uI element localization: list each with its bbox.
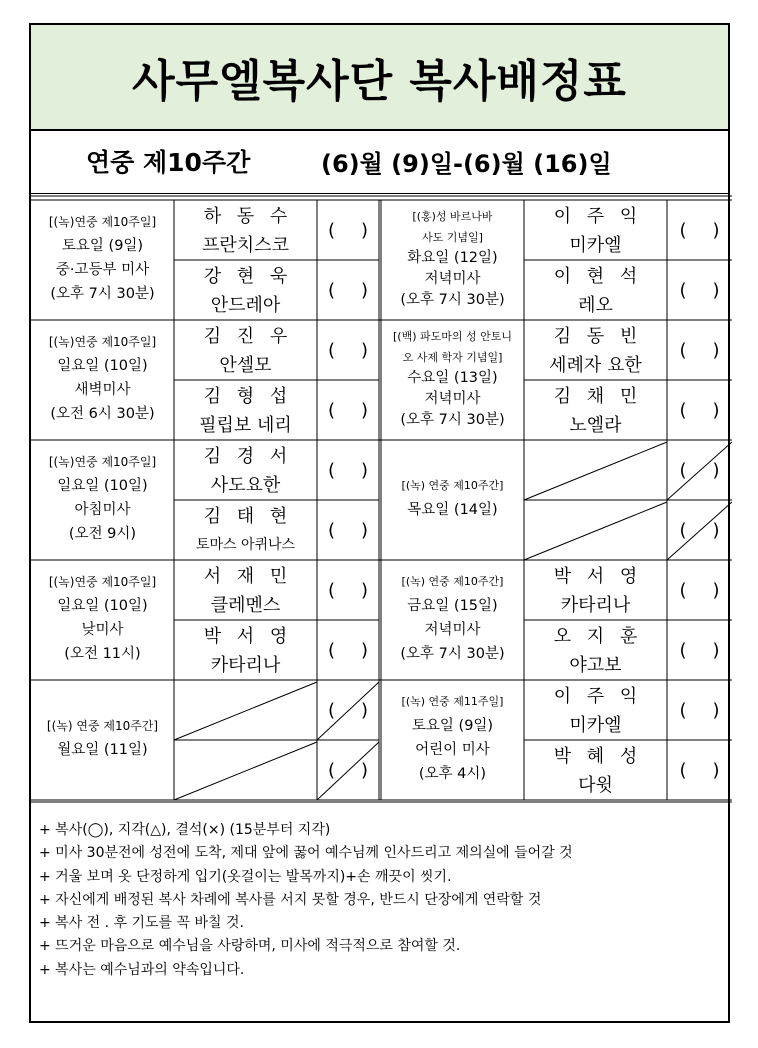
right-mass-info: [381, 690, 524, 786]
left-mass-info: [31, 330, 174, 426]
left-mass-line: 일요일 (10일): [57, 598, 148, 614]
note-item: + 복사는 예수님과의 약속입니다.: [39, 961, 245, 978]
right-liturgy-tag: [(백) 파도마의 성 안토니: [393, 329, 512, 343]
server-name: 김 동 빈: [553, 326, 643, 347]
baptismal-name: 미카엘: [569, 715, 622, 736]
grid-line: [174, 742, 317, 800]
left-mass-line: (오전 9시): [68, 526, 137, 542]
right-mass-line: 화요일 (12일): [407, 249, 498, 266]
assignment-sheet: [29, 23, 746, 1023]
baptismal-name: 카타리나: [560, 595, 631, 616]
right-mass-line: (오후 7시 30분): [400, 646, 505, 662]
right-mass-line: 목요일 (14일): [407, 502, 498, 518]
baptismal-name: 안셀모: [219, 355, 272, 376]
attendance-check[interactable]: (): [679, 399, 746, 421]
left-liturgy-tag: [(녹)연중 제10주일]: [48, 455, 157, 469]
server-name: 김 진 우: [203, 326, 293, 347]
server-name: 이 현 석: [553, 266, 643, 287]
server-cell: [174, 322, 317, 380]
right-mass-line: (오후 4시): [418, 766, 487, 782]
note-item: + 복사 전 . 후 기도를 꼭 바칠 것.: [39, 915, 244, 932]
server-cell: [174, 202, 317, 260]
server-cell: [524, 682, 667, 740]
left-mass-line: 새벽미사: [74, 382, 131, 398]
baptismal-name: 프란치스코: [202, 235, 289, 256]
left-liturgy-tag: [(녹)연중 제10주일]: [48, 335, 157, 349]
right-mass-info: [381, 326, 524, 431]
right-liturgy-tag: [(녹) 연중 제10주간]: [401, 479, 504, 492]
left-mass-line: 낮미사: [81, 622, 124, 638]
server-cell: [524, 202, 667, 260]
left-mass-line: 중·고등부 미사: [55, 262, 150, 278]
note-item: + 자신에게 배정된 복사 차례에 복사를 서지 못할 경우, 반드시 단장에게 연락할 것: [39, 891, 542, 908]
note-item: + 뜨거운 마음으로 예수님을 사랑하며, 미사에 적극적으로 참여할 것.: [39, 938, 461, 955]
notes-list: [39, 819, 573, 982]
right-liturgy-tag: [(녹) 연중 제11주일]: [401, 695, 504, 708]
server-name: 서 재 민: [203, 566, 293, 587]
baptismal-name: 카타리나: [210, 655, 281, 676]
server-name: 이 주 익: [553, 206, 643, 227]
attendance-check[interactable]: (): [327, 279, 395, 301]
baptismal-name: 야고보: [569, 655, 622, 676]
server-cell: [174, 442, 317, 500]
left-mass-line: 일요일 (10일): [57, 358, 148, 374]
baptismal-name: 다윗: [578, 775, 613, 796]
baptismal-name: 노엘라: [569, 415, 622, 436]
right-liturgy-tag: 사도 기념일]: [422, 230, 483, 244]
right-mass-line: (오후 7시 30분): [400, 291, 505, 308]
server-name: 이 주 익: [553, 686, 643, 707]
left-mass-line: 토요일 (9일): [61, 238, 144, 254]
page-title: 사무엘복사단 복사배정표: [132, 56, 627, 107]
grid-line: [174, 682, 317, 740]
attendance-check[interactable]: (): [679, 219, 746, 241]
server-name: 강 현 욱: [203, 266, 293, 287]
attendance-check[interactable]: (): [679, 699, 746, 721]
right-mass-info: [381, 206, 524, 311]
right-mass-line: 토요일 (9일): [411, 718, 494, 734]
server-name: 박 서 영: [203, 626, 293, 647]
right-mass-line: (오후 7시 30분): [400, 411, 505, 428]
note-item: + 복사(◯), 지각(△), 결석(×) (15분부터 지각): [39, 822, 331, 838]
attendance-check[interactable]: (): [679, 339, 746, 361]
server-cell: [174, 382, 317, 440]
server-cell: [174, 562, 317, 620]
attendance-check[interactable]: (): [679, 639, 746, 661]
left-mass-line: (오전 11시): [64, 646, 141, 662]
right-mass-info: [381, 474, 524, 522]
attendance-check[interactable]: (): [679, 759, 746, 781]
server-name: 오 지 훈: [553, 626, 643, 647]
attendance-check[interactable]: (): [327, 219, 395, 241]
baptismal-name: 사도요한: [210, 475, 281, 496]
left-mass-line: (오전 6시 30분): [50, 406, 155, 422]
right-liturgy-tag: 오 사제 학자 기념일]: [402, 350, 503, 364]
left-mass-info: [31, 714, 174, 762]
baptismal-name: 토마스 아퀴나스: [195, 537, 296, 553]
right-mass-info: [381, 570, 524, 666]
note-item: + 거울 보며 옷 단정하게 입기(옷걸이는 발목까지)+손 깨끗이 씻기.: [39, 868, 452, 885]
left-liturgy-tag: [(녹)연중 제10주일]: [48, 575, 157, 589]
left-mass-line: (오후 7시 30분): [50, 286, 155, 302]
attendance-check[interactable]: (): [679, 459, 746, 481]
baptismal-name: 레오: [578, 295, 613, 316]
attendance-check[interactable]: (): [679, 579, 746, 601]
server-cell: [524, 382, 667, 440]
right-liturgy-tag: [(홍)성 바르나바: [412, 209, 493, 223]
server-name: 하 동 수: [203, 206, 293, 227]
attendance-check[interactable]: (): [679, 519, 746, 541]
attendance-check[interactable]: (): [327, 339, 395, 361]
server-name: 김 경 서: [203, 446, 293, 467]
right-mass-line: 어린이 미사: [415, 742, 490, 758]
right-mass-line: 저녁미사: [424, 390, 481, 407]
left-liturgy-tag: [(녹) 연중 제10주간]: [46, 719, 159, 733]
right-mass-line: 저녁미사: [424, 270, 481, 287]
server-cell: [174, 622, 317, 680]
baptismal-name: 필립보 네리: [199, 415, 292, 436]
server-name: 김 태 현: [203, 506, 293, 527]
attendance-check[interactable]: (): [327, 519, 395, 541]
baptismal-name: 미카엘: [569, 235, 622, 256]
week-label: 연중 제10주간: [86, 148, 251, 177]
note-item: + 미사 30분전에 성전에 도착, 제대 앞에 꿇어 예수님께 인사드리고 제의실에 들어갈 것: [39, 845, 573, 862]
server-cell: [174, 502, 317, 560]
server-cell: [524, 742, 667, 800]
left-mass-line: 아침미사: [74, 502, 131, 518]
left-mass-info: [31, 570, 174, 666]
server-name: 박 서 영: [553, 566, 643, 587]
attendance-check[interactable]: (): [327, 459, 395, 481]
grid-line: [524, 442, 667, 500]
server-name: 박 혜 성: [553, 746, 643, 767]
grid-line: [524, 502, 667, 560]
server-name: 김 채 민: [553, 386, 643, 407]
right-mass-line: 금요일 (15일): [407, 598, 498, 614]
left-mass-info: [31, 450, 174, 546]
server-cell: [524, 262, 667, 320]
attendance-check[interactable]: (): [327, 579, 395, 601]
date-range: (6)월 (9)일-(6)월 (16)일: [321, 150, 612, 178]
left-liturgy-tag: [(녹)연중 제10주일]: [48, 215, 157, 229]
left-mass-line: 일요일 (10일): [57, 478, 148, 494]
baptismal-name: 클레멘스: [210, 595, 281, 616]
baptismal-name: 세례자 요한: [549, 355, 642, 376]
server-cell: [524, 322, 667, 380]
server-name: 김 형 섭: [203, 386, 293, 407]
attendance-check[interactable]: (): [679, 279, 746, 301]
server-cell: [174, 262, 317, 320]
baptismal-name: 안드레아: [210, 295, 281, 316]
left-mass-line: 월요일 (11일): [57, 742, 148, 758]
right-liturgy-tag: [(녹) 연중 제10주간]: [401, 575, 504, 588]
left-mass-info: [31, 210, 174, 306]
server-cell: [524, 562, 667, 620]
right-mass-line: 저녁미사: [424, 622, 481, 638]
right-mass-line: 수요일 (13일): [407, 369, 498, 386]
attendance-check[interactable]: (): [327, 639, 395, 661]
server-cell: [524, 622, 667, 680]
attendance-check[interactable]: (): [327, 699, 395, 721]
attendance-check[interactable]: (): [327, 759, 395, 781]
attendance-check[interactable]: (): [327, 399, 395, 421]
